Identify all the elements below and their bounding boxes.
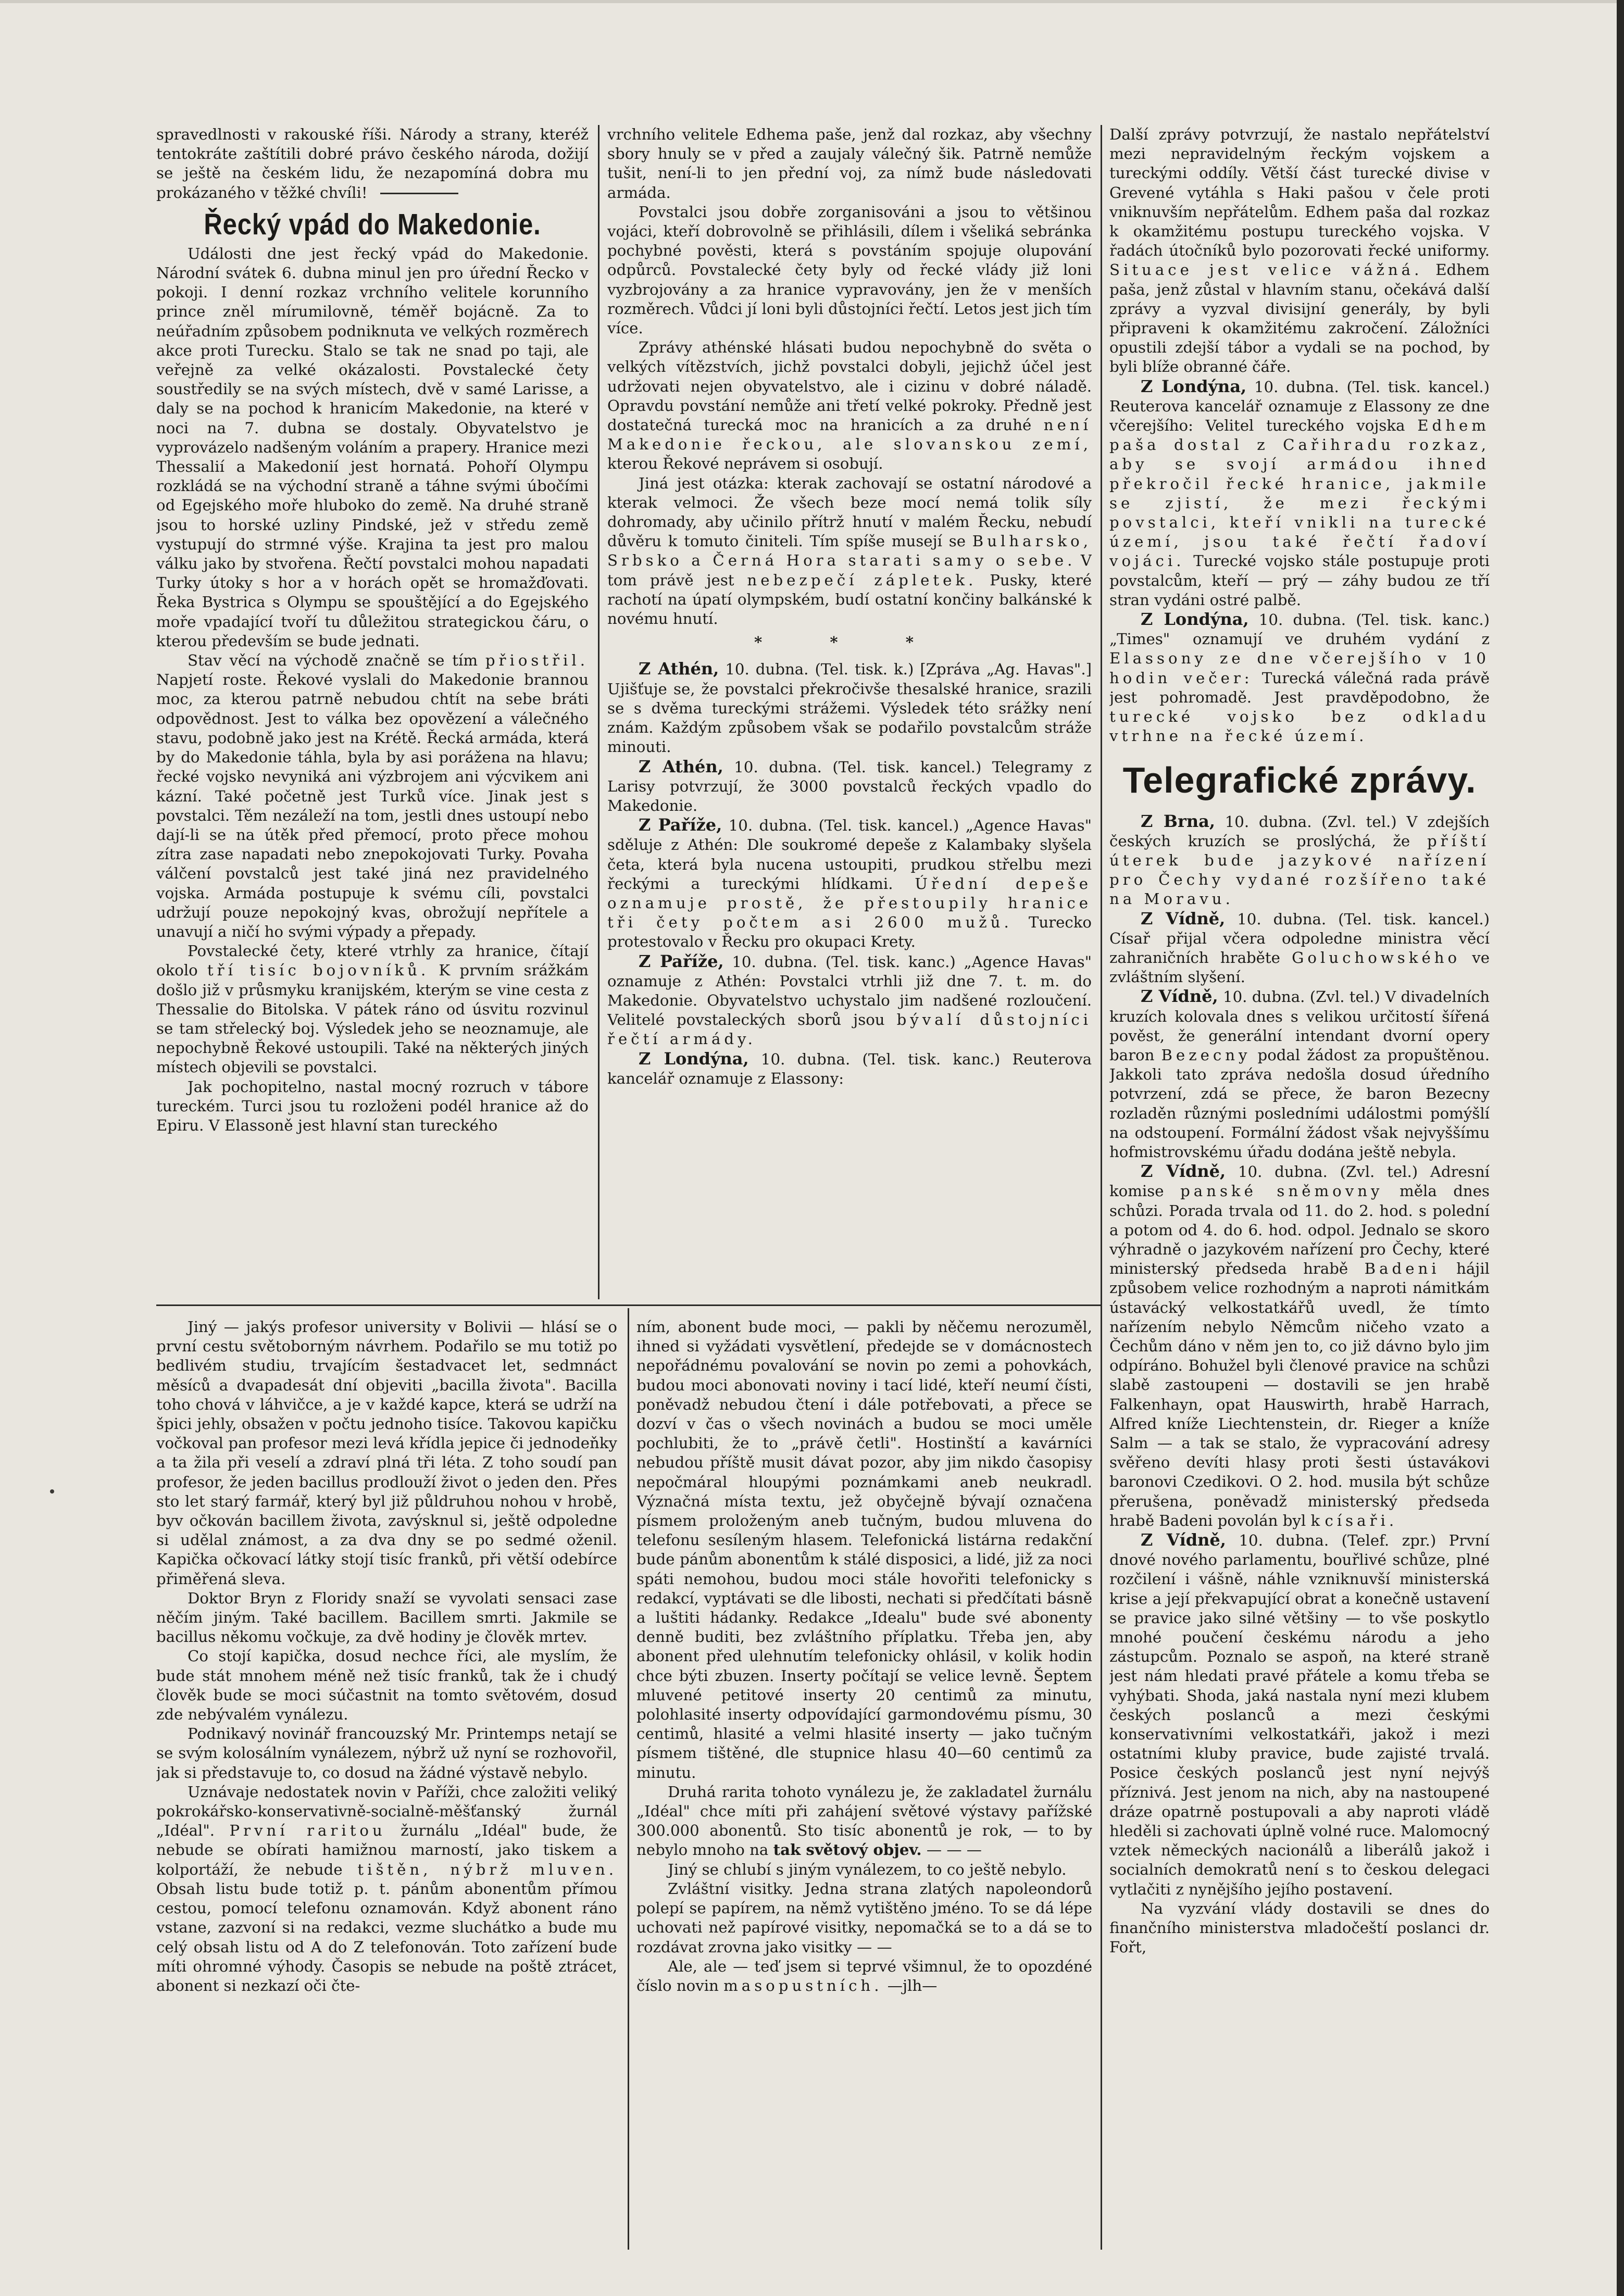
column-rule: [628, 1308, 629, 2250]
text-run: Stav věcí na východě značně se tím: [188, 651, 485, 670]
text-run: Pusky, které rachotí na úpatí olympském, budí ostatní končiny balkánské k novému hnutí.: [607, 571, 1092, 628]
telegram-item: [1109, 1530, 1490, 1899]
text-run: ve zvláštním slyšení.: [1109, 948, 1490, 986]
feuilleton-rule: [156, 1304, 1101, 1306]
text-run: 10. dubna. (Tel. tisk. kancel.) „Agence Havas" sděluje z Athén: Dle soukromé depeše z Kalambaky slyšela četa, která byla nucena ustoupiti, prudkou střelbu mezi řeckými a tureckými hlídkami.: [607, 817, 1092, 893]
dateline: Z Vídně,: [1141, 1530, 1226, 1550]
dateline: Z Athén,: [639, 756, 723, 776]
text-run: Turecko protestovalo v Řecku pro okupaci Krety.: [607, 913, 1092, 951]
feuilleton-paragraph: Jiný — jakýs profesor university v Bolivii — hlásí se o první cestu světoborným návrhem. Podařilo se mu totiž po bedlivém studiu, trvajícím šestadvacet let, sedmnáct měsíců a dvapadesát dní objeviti „bacilla života". Bacilla toho chová v láhvičce, a je v každé kapce, která se udrží na špici jehly, obsažen v počtu jednoho tisíce. Takovou kapičku vočkoval pan profesor mezi levá křídla jepice či jednodeňky a ta žila při veselí a zdraví plná tři léta. Z toho soudí pan profesor, že jeden bacillus prodlouží život o jeden den. Přes sto let starý farmář, který byl již půldruhou nohou v hrobě, byv očkován bacillem života, zavýsknul si, ještě odpoledne si udělal známost, a za dva dny se po sedmé oženil. Kapička očkovací látky stojí tisíc franků, při větší odebírce přiměřená sleva.: [156, 1318, 617, 1588]
text-run: 10. dubna. (Tel. tisk. kanc.) „Times" oznamují ve druhém vydání z: [1109, 611, 1490, 648]
feuilleton-column-2: [636, 1318, 1092, 2250]
page-right-edge: [1617, 0, 1624, 2296]
spaced-emphasis: Úřední depeše oznamuje prostě, že přestoupily hranice tři čety počtem asi 2600 mužů.: [607, 874, 1092, 932]
text-run: Napjetí roste. Řekové vyslali do Makedonie brannou moc, za kterou patrně nebudou chtít na sebe bráti odpovědnost. Jest to válka bez opovězení a válečného stavu, podobně jako jest na Krétě. Řecká armáda, která by do Makedonie táhla, byla by asi porážena na hlavu; řecké vojsko nevyniká ani výzbrojem ani výcvikem ani kázní. Také početně jest Turků více. Jinak jest s povstalci. Těm nezáleží na tom, jestli dnes ustoupí nebo dají-li se na útěk před přemocí, proto přece mohou zítra zase napadati nebo znepokojovati Turky. Povaha válčení povstalců jest také jiná nez pravidelného vojska. Armáda postupuje k svému cíli, povstalci udržují pouze nepokojný kvas, obrožují nepřítele a unavují a ničí ho svými výpady a přepady.: [156, 671, 589, 940]
feuilleton-paragraph: Zvláštní visitky. Jedna strana zlatých napoleondorů polepí se papírem, na němž vytištěno jméno. To se dá lépe uchovati než papírové visitky, nepomačká se to a dá se to rozdávat zrovna jako visitky — —: [636, 1879, 1092, 1956]
text-run: Obsah listu bude totiž p. t. pánům abonentům přímou cestou, pomocí telefonu oznamován. Když abonent ráno vstane, zazvoní si na redakci, vezme sluchátko a bude mu celý obsah listu od A do Z telefonován. Toto zařízení bude míti ohromné výhody. Časopis se nebude na poště ztrácet, abonent si nezkazí oči čte-: [156, 1879, 617, 1994]
spaced-emphasis: panské sněmovny: [1180, 1182, 1383, 1200]
feuilleton-paragraph: Jiný se chlubí s jiným vynálezem, to co ještě nebylo.: [668, 1860, 1067, 1878]
text-run: — — —: [921, 1841, 982, 1859]
dateline: Z Londýna,: [639, 1048, 749, 1069]
column-rule: [1101, 1299, 1102, 2250]
text-run: Jiná jest otázka: kterak zachovají se ostatní národové a kterak velmoci. Že všech beze mocí nemá tolik síly dohromady, aby učinilo přítrž hnutí v malém Řecku, nebudí důvěru k tomuto činiteli. Tím spíše musejí se: [607, 474, 1092, 550]
column-rule: [1101, 125, 1102, 1299]
news-item: [607, 1049, 1092, 1088]
text-run: hájil způsobem velice rozhodným a naproti námitkám ústavácký velkostatkářů uvedl, že tímto nařízením nebylo Němcům ničeho vzato a Čechům dáno v něm jen to, co již dávno bylo jim odpíráno. Bohužel byli členové pravice na schůzi slabě zastoupeni — dostavili se jen hrabě Falkenhayn, opat Hauswirth, hrabě Harrach, Alfred kníže Liechtenstein, dr. Rieger a kníže Salm — a tak se stalo, že vypracování adresy svěřeno devíti hlasy proti šesti ústavákovi baronovi Czedikovi. O 2. hod. musila být schůze přerušena, poněvadž ministerský předseda hrabě Badeni povolán byl k: [1109, 1260, 1490, 1529]
telegram-item: [1109, 909, 1490, 987]
column-2: [607, 125, 1092, 1299]
text-run: žurnálu „Idéal" bude, že nebude se obírati hamižnou marností, jako tiskem a kolportáží, že nebude: [156, 1822, 617, 1878]
telegram-item: Na vyzvání vlády dostavili se dnes do finančního ministerstva mladočeští poslanci dr. Fořt,: [1109, 1899, 1490, 1956]
text-run: 10. dubna. (Tel. tisk. kancel.) Telegramy z Larisy potvrzují, že 3000 povstalců řeckých vpadlo do Makedonie.: [607, 758, 1092, 814]
telegram-item: [1109, 1162, 1490, 1530]
article-paragraph: [156, 942, 589, 1077]
text-run: Druhá rarita tohoto vynálezu je, že zakladatel žurnálu „Idéal" chce míti při zahájení světové výstavy pařížské 300.000 abonentů. Sto tisíc abonentů je rok, — to by nebylo mnoho na: [636, 1783, 1092, 1859]
column-1: [156, 125, 589, 1299]
article-paragraph: Události dne jest řecký vpád do Makedonie. Národní svátek 6. dubna minul jen pro úřední Řecko v pokoji. I denní rozkaz vrchního velitele korunního prince zněl mírumilovně, téměř bojácně. Za to neúřadním způsobem podniknuta ve velkých rozměrech akce proti Turecku. Stalo se tak ne snad po taji, ale veřejně za velké okázalosti. Povstalecké čety soustředily se na svých místech, dvě v samé Larisse, a daly se na pochod k hranicím Makedonie, na které v noci na 7. dubna se dostaly. Obyvatelstvo je vyprovázelo nadšeným voláním a prapery. Hranice mezi Thessalií a Makedonií jest hornatá. Pohoří Olympu rozkládá se na východní straně a táhne svými úbočími od Egejského moře hluboko do země. Na druhé straně jsou to horské uzliny Pindské, jež v středu země vystupují do strmné výše. Krajina ta jest pro malou válku jako by stvořena. Řečtí povstalci mohou napadati Turky útoky s hor a v horách opět se hromažďovati. Řeka Bystrica s Olympu se spouštějící a do Egejského moře vpadající tvoří tu důležitou strategickou čáru, o kterou především se bude jednati.: [156, 244, 589, 650]
text-run: 10. dubna. (Zvl. tel.) V divadelních kruzích kolovala dnes s velikou určitostí šířená pověst, že generální intendant dvorní opery baron: [1109, 988, 1490, 1064]
scan-speck: [50, 1489, 54, 1494]
spaced-emphasis: turecké vojsko bez odkladu vtrhne na řecké území.: [1109, 708, 1490, 745]
text-run: Povstalecké čety, které vtrhly za hranice, čítají okolo: [156, 942, 589, 980]
dateline: Z Londýna,: [1141, 376, 1247, 396]
text-run: 10. dubna. (Tel. tisk. kanc.) „Agence Havas" oznamuje z Athén: Povstalci vtrhli již dne 7. t. m. do Makedonie. Obyvatelstvo uchystalo jim nadšené rozloučení. Velitelé povstaleckých sborů jsou: [607, 952, 1092, 1029]
signature: —jlh—: [882, 1976, 938, 1994]
spaced-emphasis: bývalí důstojníci řečtí armády.: [607, 1011, 1092, 1048]
feuilleton-paragraph: [156, 1783, 617, 1996]
telegram-item: [1109, 987, 1490, 1162]
text-run: Zprávy athénské hlásati budou nepochybně do světa o velkých vítězstvích, jichž povstalci dobyli, jejichž účel jest udržovati nejen obyvatelstvo, ale i cizinu v dobré náladě. Opravdu povstání nemůže ani třetí velké pokroky. Předně jest dostatečná turecká moc na hranicích a za druhé: [607, 338, 1092, 434]
dateline: Z Vídně,: [1141, 1161, 1226, 1182]
spaced-emphasis: První raritou: [229, 1822, 386, 1840]
news-item: [607, 757, 1092, 816]
news-item: [607, 952, 1092, 1049]
article-paragraph: [156, 651, 589, 942]
dateline: Z Athén,: [639, 659, 719, 679]
spaced-emphasis: tištěn, nýbrž mluven.: [357, 1860, 617, 1878]
article-paragraph: vrchního velitele Edhema paše, jenž dal rozkaz, aby všechny sbory hnuly se v před a zaujaly válečný šik. Patrně nemůže tušit, není-li to jen přední voj, za nímž bude následovati armáda.: [607, 126, 1092, 202]
news-item: [1109, 377, 1490, 610]
article-paragraph: [607, 474, 1092, 629]
text-run: 10. dubna. (Tel. tisk. kancel.) Reuterova kancelář oznamuje z Elassony ze dne včerejšího: Velitel tureckého vojska: [1109, 378, 1490, 435]
text-run: podal žádost za propuštěnou. Jakkoli tato zpráva nedošla dosud úředního potvrzení, zdá se přece, že baron Bezecny rozladěn různými posledními událostmi pomýšlí na odstoupení. Formální žádost však nejvyššímu hofmistrovskému úřadu dodána ještě nebyla.: [1109, 1046, 1490, 1161]
spaced-emphasis: Bulharsko, Srbsko a Černá Hora starati samy o sebe.: [607, 532, 1092, 570]
news-item: [1109, 125, 1490, 377]
spaced-emphasis: nebezpečí zápletek.: [747, 571, 977, 589]
spaced-emphasis: příští úterek bude jazykové nařízení pro Čechy vydané rozšířeno také na Moravu.: [1109, 832, 1490, 908]
newspaper-page: [156, 125, 1490, 2250]
text-run: Edhem paša, jenž zůstal v hlavním stanu, očekává další zprávy a vyzval divisijní generály, by byli připraveni k okamžitému zakročení. Záložníci opustili zdejší tábor a vydali se na pochod, by byli blíže obranné čáře.: [1109, 261, 1490, 376]
text-run: Turecká válečná rada právě jest pohromadě. Jest pravděpodobno, že: [1109, 669, 1490, 706]
spaced-emphasis: není Makedonie řeckou, ale slovanskou zemí,: [607, 416, 1092, 454]
article-paragraph: Jak pochopitelno, nastal mocný rozruch v tábore tureckém. Turci jsou tu rozloženi podél hranice až do Epiru. V Elassoně jest hlavní stan tureckého: [156, 1077, 589, 1134]
spaced-emphasis: Edhem paša dostal z Cařihradu rozkaz, aby se svojí armádou ihned překročil řecké hranice, jakmile se zjistí, že mezi řeckými povstalci, kteří vnikli na turecké území, jsou také řečtí řadoví vojáci.: [1109, 417, 1490, 570]
text-run: 10. dubna. (Zvl. tel.) V zdejších českých kruzích se proslýchá, že: [1109, 812, 1490, 850]
feuilleton-paragraph: [636, 1957, 1092, 1996]
column-3: [1109, 125, 1490, 2250]
spaced-emphasis: císaři.: [1325, 1511, 1398, 1529]
text-run: 10. dubna. (Telef. zpr.) První dnové nového parlamentu, bouřlivé schůze, plné rozčilení i vášně, náhle vzniknuvší ministerská krise a její překvapující obrat a konečně ustavení se pravice jako silné většiny — to vše poskytlo mnohé poučení českému národu a jeho zástupcům. Poznalo se aspoň, na které straně jest nám hledati pravé přátele a komu třeba se vyhýbati. Shoda, jaká nastala nyní mezi klubem českých poslanců a mezi českými konservativními velkostatkáři, jakož i mezi ostatními kluby pravice, bude zajisté trvalá. Posice českých poslanců jest nyní nejvýš příznivá. Jest jenom na nich, aby na nastoupené dráze opatrně postupovali a aby naproti vládě hleděli si zachovati úplně volné ruce. Malomocný vztek německých nacionálů a liberálů jakož i socialních demokratů není s to českou delegaci vytlačiti z nynějšího jejího postavení.: [1109, 1532, 1490, 1898]
spaced-emphasis: Situace jest velice vážná.: [1109, 261, 1423, 279]
news-item: [607, 659, 1092, 757]
feuilleton-paragraph: ním, abonent bude moci, — pakli by něčemu nerozuměl, ihned si vyžádati vysvětlení, předejde se v domácnostech nepořádnému povalování se novin po zemi a pohovkách, budou moci abonovati noviny i tací lidé, kteří neumí čísti, poněvadž nebudou čtení i dále potřebovati, a přece se dozví v čas o všech novinách a budou se moci uměle pochlubiti, že to „právě četli". Hostinští a kavárníci nebudou příště musit dávat pozor, aby jim nikdo časopisy nepočmáral hloupými poznámkami aneb neukradl. Význačná místa textu, jež obyčejně bývají označena písmem proloženým aneb tučným, budou mluvena do telefonu sesíleným hlasem. Telefonická listárna redakční bude pánům abonentům k stálé disposici, a lidé, již za noci spáti nemohou, budou moci stále hovořiti telefonicky s redakcí, vyptávati se dle libosti, nechati si předčítati básně a luštiti hádanky. Redakce „Idealu" bude své abonenty denně buditi, bez zvláštního příplatku. Třeba jen, aby abonent před ulehnutím telefonicky ohlásil, v kolik hodin chce býti zbuzen. Inserty počítají se velice levně. Šeptem mluvené petitové inserty 20 centimů za minutu, polohlasité inserty odpovídající garmondovému písmu, 30 centimů, hlasité a velmi hlasité inserty — jako tučným písmem tištěné, dle stupnice hlasu 40—60 centimů za minutu.: [636, 1318, 1092, 1781]
dateline: Z Vídně,: [1141, 986, 1218, 1007]
text-run: měla dnes schůzi. Porada trvala od 11. do 2. hod. s polední a potom od 4. do 6. hod. odpol. Jednalo se skoro výhradně o jazykovém nařízení pro Čechy, které ministerský předseda hrabě: [1109, 1182, 1490, 1278]
text-run: Uznávaje nedostatek novin v Paříži, chce založiti veliký pokrokářsko-konservativně-socialně-měšťanský žurnál „Idéal".: [156, 1783, 617, 1840]
text-run: K prvním srážkám došlo již v průsmyku kranijském, kterým se vine cesta z Thessalie do Bitolska. V pátek ráno od úsvitu rozvinul se tam střelecký boj. Výsledek jeho se neoznamuje, ale nepochybně Řekové ustoupili. Také na některých jiných místech objevili se povstalci.: [156, 961, 589, 1076]
news-item: [607, 815, 1092, 951]
feuilleton-paragraph: [636, 1783, 1092, 1860]
intro-paragraph: [156, 125, 589, 203]
feuilleton-paragraph: Podnikavý novinář francouzský Mr. Printemps netají se se svým kolosálním vynálezem, nýbrž už nyní se rozhovořil, jak si představuje to, co dosud na žádné výstavě nebylo.: [156, 1725, 617, 1781]
text-run: 10. dubna. (Tel. tisk. kancel.) Císař přijal včera odpoledne ministra věcí zahraničních hraběte: [1109, 910, 1490, 967]
dateline: Z Paříže,: [639, 951, 724, 971]
page-top-edge: [0, 0, 1624, 3]
news-item: [1109, 610, 1490, 746]
telegram-item: [1109, 812, 1490, 909]
spaced-emphasis: masopustních.: [723, 1976, 883, 1994]
section-stars: * * *: [754, 633, 945, 651]
spaced-emphasis: Elassony ze dne včerejšího v 10 hodin večer:: [1109, 649, 1490, 687]
text-run: Turecké vojsko stále postupuje proti povstalcům, kteří — prý — záhy budou ze tří stran vydáni ostré palbě.: [1109, 552, 1490, 609]
text-run: Další zprávy potvrzují, že nastalo nepřátelství mezi nepravidelným řeckým vojskem a tureckými oddíly. Větší část turecké divise v Grevené vytáhla s Haki pašou v čele proti vniknuvším nepřátelům. Edhem paša dal rozkaz k okamžitému postupu tureckého vojska. V řadách útočníků bylo pozorovati řecké uniformy.: [1109, 126, 1490, 260]
article-paragraph: [607, 338, 1092, 473]
text-run: 10. dubna. (Zvl. tel.) Adresní komise: [1109, 1163, 1490, 1200]
spaced-emphasis: tří tisíc bojovníků.: [207, 961, 430, 980]
telegrams-title: Telegrafické zprávy.: [1122, 759, 1477, 800]
feuilleton-paragraph: Co stojí kapička, dosud nechce říci, ale myslím, že bude stát mnohem méně než tisíc franků, tak že i chudý člověk bude se moci súčastnit na tomto světovém, dosud zde nebývalém vynálezu.: [156, 1647, 617, 1724]
spaced-emphasis: Goluchowského: [1292, 948, 1461, 967]
short-rule: [380, 193, 458, 194]
text-run: 10. dubna. (Tel. tisk. k.) [Zpráva „Ag. Havas".] Ujišťuje se, že povstalci překročivše thesalské hranice, srazili se s dvěma tureckými strážemi. Výsledek této srážky není znám. Každým způsobem však se podařilo povstalcům stráže minouti.: [607, 660, 1092, 756]
text-run: V tom právě jest: [607, 551, 1092, 589]
feuilleton-column-1: [156, 1318, 617, 2250]
feuilleton-paragraph: Doktor Bryn z Floridy snaží se vyvolati sensaci zase něčím jiným. Také bacillem. Bacillem smrti. Jakmile se bacillus někomu vočkuje, za dvě hodiny je člověk mrtev.: [156, 1589, 617, 1646]
article-title: Řecký vpád do Makedonie.: [204, 207, 541, 241]
dateline: Z Paříže,: [639, 815, 722, 835]
dateline: Z Brna,: [1141, 811, 1215, 831]
column-rule: [598, 125, 599, 1299]
dateline: Z Vídně,: [1141, 908, 1226, 929]
spaced-emphasis: Bezecny: [1161, 1046, 1251, 1064]
article-paragraph: Povstalci jsou dobře zorganisováni a jsou to většinou vojáci, kteří dobrovolně se přihlásili, dílem i všeliká sebránka pochybné pověsti, která s povstáním spojuje olupování odpůrců. Povstalecké čety byly od řecké vlády již loni vyzbrojovány a za hranice vypravovány, jen že v menších rozměrech. Vůdci jí loni byli důstojníci řečtí. Letos jest jich tím více.: [607, 203, 1092, 337]
text-run: Ale, ale — teď jsem si teprvé všimnul, že to opozdéné číslo novin: [636, 1957, 1092, 1994]
dateline: Z Londýna,: [1141, 609, 1249, 630]
text-run: 10. dubna. (Tel. tisk. kanc.) Reuterova kancelář oznamuje z Elassony:: [607, 1050, 1092, 1087]
bold-emphasis: tak světový objev.: [773, 1841, 922, 1859]
text-run: kterou Řekové neprávem si osobují.: [607, 455, 883, 473]
intro-text: spravedlnosti v rakouské říši. Národy a strany, kteréž tentokráte zaštítili dobré právo českého národa, dožijí se ještě na českém lidu, že nezapomíná dobra mu prokázaného v těžké chvíli!: [156, 126, 589, 202]
spaced-emphasis: přiostřil.: [485, 651, 589, 670]
spaced-emphasis: Badeni: [1364, 1260, 1440, 1278]
